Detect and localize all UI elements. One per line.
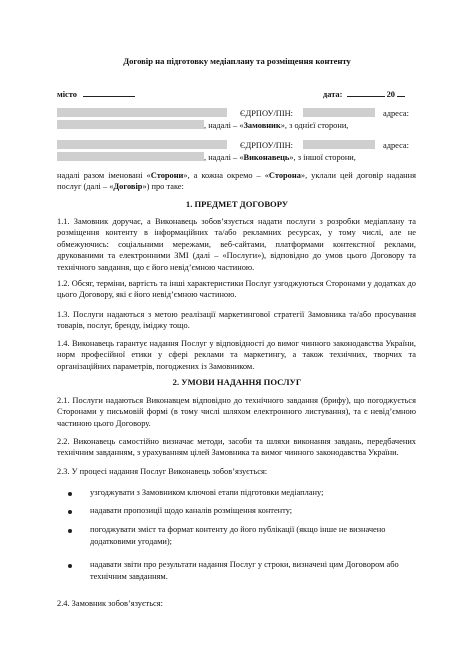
year-field[interactable] bbox=[397, 88, 405, 97]
city-label: місто bbox=[57, 90, 77, 99]
party2-address-label: адреса: bbox=[383, 141, 409, 150]
paragraph-2-2: 2.2. Виконавець самостійно визначає методи, засоби та шляхи виконання завдань, передбачених технічним завданням, з урахуванням цілей Замовника та вимог чинного законодавства України. bbox=[57, 437, 416, 458]
party2-edrpou bbox=[240, 140, 293, 151]
party2-edrpou-field[interactable] bbox=[303, 140, 375, 149]
party2-role-suffix: », з іншої сторони, bbox=[289, 153, 356, 162]
party1-edrpou-value bbox=[303, 108, 375, 119]
party1-line2 bbox=[57, 120, 348, 131]
party1-line1 bbox=[57, 108, 227, 119]
party1-role-suffix: », з однієї сторони, bbox=[280, 121, 349, 130]
bullet-icon bbox=[68, 492, 72, 496]
bullet-icon bbox=[68, 510, 72, 514]
party2-name-field[interactable] bbox=[57, 140, 227, 149]
preamble-part: надалі разом іменовані « bbox=[57, 171, 151, 180]
party1-edrpou bbox=[240, 108, 293, 119]
preamble-part: ») про таке: bbox=[142, 182, 184, 191]
date-year: 20 bbox=[386, 90, 395, 99]
paragraph-1-3: 1.3. Послуги надаються з метою реалізації маркетингової стратегії Замовника та/або просування товарів, послуг, бренду, іміджу тощо. bbox=[57, 310, 416, 331]
section2-heading: 2. УМОВИ НАДАННЯ ПОСЛУГ bbox=[172, 377, 302, 387]
paragraph-1-1: 1.1. Замовник доручає, а Виконавець зобов’язується надати послуги з розробки медіаплану та розміщення контенту в інформаційних та/або рекламних ресурсах, у тому числі, але не обмежуючись: соціальними мережами, веб-сайтами, платформами контекстної реклами, друкованими та електронними ЗМІ (далі – «Послуги»), відповідно до умов цього Договору та технічного завдання, що є його невід’ємною частиною. bbox=[57, 217, 416, 272]
party1-role-name: Замовник bbox=[243, 121, 281, 130]
bullet-item-1: узгоджувати з Замовником ключові етапи підготовки медіаплану; bbox=[90, 488, 324, 497]
paragraph-1-2: 1.2. Обсяг, терміни, вартість та інші характеристики Послуг узгоджуються Сторонами у додатках до цього Договору, які є його невід’ємною частиною. bbox=[57, 279, 416, 300]
date-line bbox=[323, 88, 405, 100]
city-line bbox=[57, 88, 135, 100]
preamble-part: », а кожна окремо – « bbox=[183, 171, 269, 180]
party1-address-field[interactable] bbox=[57, 120, 204, 129]
preamble-part: послуг (далі – « bbox=[57, 182, 114, 191]
party1-name-field[interactable] bbox=[57, 108, 227, 117]
party2-line1 bbox=[57, 140, 227, 151]
date-label: дата: bbox=[323, 90, 343, 99]
paragraph-2-3: 2.3. У процесі надання Послуг Виконавець зобов’язується: bbox=[57, 467, 268, 476]
preamble-line2 bbox=[57, 181, 184, 192]
preamble-line1 bbox=[57, 170, 416, 181]
party2-address-field[interactable] bbox=[57, 152, 204, 161]
party1-role-prefix: , надалі – « bbox=[204, 121, 244, 130]
preamble-sides: Сторони bbox=[150, 171, 184, 180]
party2-address bbox=[383, 140, 409, 151]
party1-address-label: адреса: bbox=[383, 109, 409, 118]
section1-heading: 1. ПРЕДМЕТ ДОГОВОРУ bbox=[185, 199, 289, 209]
paragraph-1-4: 1.4. Виконавець гарантує надання Послуг у відповідності до вимог чинного законодавства України, норм професійної етики у сфері реклами та маркетингу, а також технічних, творчих та організаційних параметрів, погоджених із Замовником. bbox=[57, 339, 416, 371]
party2-role-name: Виконавець bbox=[243, 153, 290, 162]
paragraph-2-1: 2.1. Послуги надаються Виконавцем відповідно до технічного завдання (брифу), що погоджується Сторонами у письмовій формі (в тому числі шляхом електронного листування), та є невід’ємною частиною цього Договору. bbox=[57, 396, 416, 428]
date-field[interactable] bbox=[347, 88, 385, 97]
city-field[interactable] bbox=[83, 88, 135, 97]
document-title: Договір на підготовку медіаплану та розміщення контенту bbox=[123, 56, 351, 66]
preamble-contract: Договір bbox=[113, 182, 143, 191]
bullet-item-4: надавати звіти про результати надання Послуг у строки, визначені цим Договором або технічним завданням. bbox=[90, 560, 399, 581]
paragraph-2-4: 2.4. Замовник зобов’язується: bbox=[57, 599, 163, 608]
party1-edrpou-label: ЄДРПОУ/ПІН: bbox=[240, 109, 293, 118]
preamble-part: », уклали цей договір надання bbox=[300, 171, 416, 180]
bullet-icon bbox=[68, 564, 72, 568]
party2-role-prefix: , надалі – « bbox=[204, 153, 244, 162]
bullet-item-2: надавати пропозиції щодо каналів розміщення контенту; bbox=[90, 506, 293, 515]
party1-edrpou-field[interactable] bbox=[303, 108, 375, 117]
preamble-side: Сторона bbox=[268, 171, 301, 180]
party2-line2 bbox=[57, 152, 356, 163]
bullet-icon bbox=[68, 529, 72, 533]
party2-edrpou-label: ЄДРПОУ/ПІН: bbox=[240, 141, 293, 150]
party2-edrpou-value bbox=[303, 140, 375, 151]
party1-address bbox=[383, 108, 409, 119]
bullet-item-3: погоджувати зміст та формат контенту до його публікації (якщо інше не визначено додатковими угодами); bbox=[90, 525, 386, 546]
